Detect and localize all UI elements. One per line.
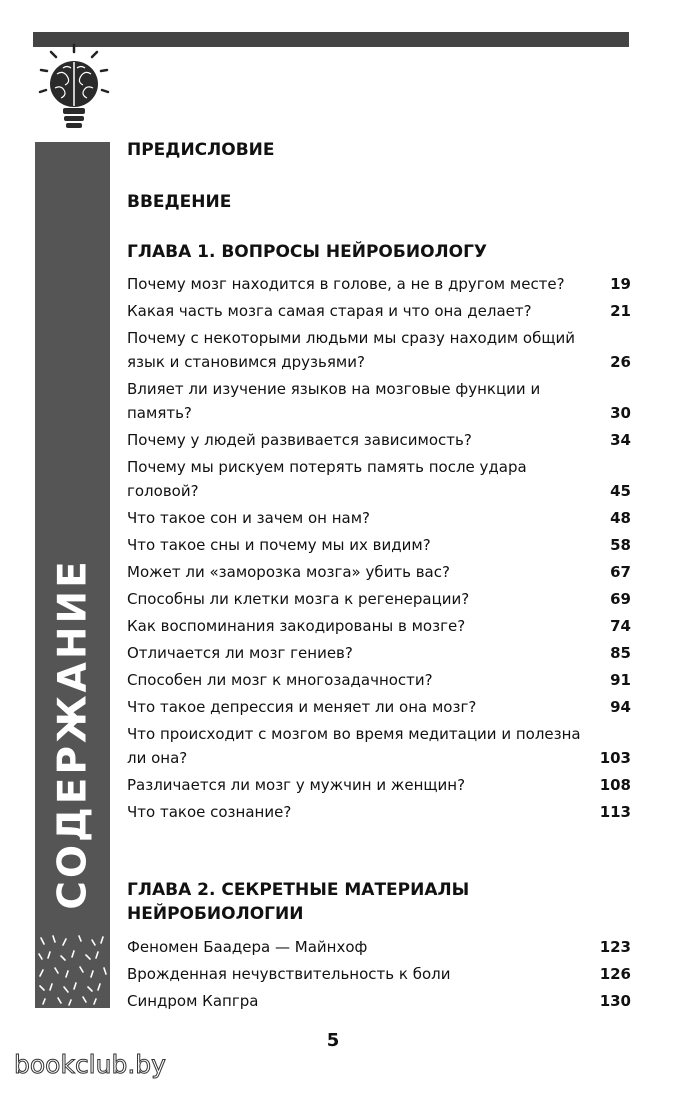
entry-page: 108 — [599, 776, 631, 794]
entry-title: Феномен Баадера — Майнхоф — [127, 938, 368, 956]
toc-entry[interactable] — [127, 506, 631, 530]
entry-page: 48 — [610, 509, 631, 527]
entry-title: Почему с некоторыми людьми мы сразу находим общий язык и становимся друзьями? — [127, 329, 575, 371]
entry-title: Различается ли мозг у мужчин и женщин? — [127, 776, 466, 794]
entry-title: Почему мозг находится в голове, а не в другом месте? — [127, 275, 565, 293]
entry-page: 113 — [599, 803, 631, 821]
entry-title: Влияет ли изучение языков на мозговые функции и память? — [127, 380, 541, 422]
entry-page: 123 — [599, 938, 631, 956]
entry-page: 91 — [610, 671, 631, 689]
entry-title: Что такое сон и зачем он нам? — [127, 509, 371, 527]
sidebar-band — [35, 142, 110, 932]
toc-entry[interactable] — [127, 935, 631, 959]
entry-page: 85 — [610, 644, 631, 662]
top-rule — [33, 32, 629, 47]
toc-entry[interactable] — [127, 560, 631, 584]
entry-page: 126 — [599, 965, 631, 983]
entry-page: 30 — [610, 404, 631, 422]
entry-page: 21 — [610, 302, 631, 320]
entry-page: 74 — [610, 617, 631, 635]
entry-page: 103 — [599, 749, 631, 767]
entry-page: 67 — [610, 563, 631, 581]
entry-page: 130 — [599, 992, 631, 1010]
entry-title: Синдром Капгра — [127, 992, 259, 1010]
toc-entry[interactable] — [127, 989, 631, 1013]
entry-title: Отличается ли мозг гениев? — [127, 644, 353, 662]
chapter1-entries — [127, 272, 631, 827]
entry-title: Врожденная нечувствительность к боли — [127, 965, 451, 983]
entry-title: Какая часть мозга самая старая и что она делает? — [127, 302, 532, 320]
toc-entry[interactable] — [127, 272, 631, 296]
entry-page: 69 — [610, 590, 631, 608]
toc-chapter1-heading[interactable]: ГЛАВА 1. ВОПРОСЫ НЕЙРОБИОЛОГУ — [127, 242, 488, 262]
decorative-pattern — [35, 932, 110, 1008]
toc-entry[interactable] — [127, 722, 631, 770]
toc-introduction[interactable]: ВВЕДЕНИЕ — [127, 192, 232, 212]
chapter2-entries — [127, 935, 631, 1016]
toc-entry[interactable] — [127, 695, 631, 719]
toc-entry[interactable] — [127, 533, 631, 557]
toc-preface[interactable]: ПРЕДИСЛОВИЕ — [127, 140, 275, 160]
entry-page: 45 — [610, 482, 631, 500]
site-watermark: bookclub.by — [14, 1050, 166, 1079]
toc-entry[interactable] — [127, 326, 631, 374]
entry-page: 94 — [610, 698, 631, 716]
toc-chapter2-heading[interactable]: ГЛАВА 2. СЕКРЕТНЫЕ МАТЕРИАЛЫ НЕЙРОБИОЛОГИИ — [127, 880, 470, 924]
toc-entry[interactable] — [127, 773, 631, 797]
toc-entry[interactable] — [127, 377, 631, 425]
entry-title: Как воспоминания закодированы в мозге? — [127, 617, 466, 635]
entry-page: 26 — [610, 353, 631, 371]
entry-title: Почему мы рискуем потерять память после удара головой? — [127, 458, 527, 500]
brain-lightbulb-icon — [35, 42, 113, 138]
toc-entry[interactable] — [127, 428, 631, 452]
entry-title: Может ли «заморозка мозга» убить вас? — [127, 563, 450, 581]
toc-entry[interactable] — [127, 455, 631, 503]
contents-vertical-title: СОДЕРЖАНИЕ — [50, 558, 95, 910]
toc-entry[interactable] — [127, 587, 631, 611]
toc-entry[interactable] — [127, 668, 631, 692]
toc-entry[interactable] — [127, 962, 631, 986]
entry-title: Что такое сознание? — [127, 803, 292, 821]
entry-title: Способен ли мозг к многозадачности? — [127, 671, 433, 689]
toc-entry[interactable] — [127, 800, 631, 824]
entry-title: Что такое депрессия и меняет ли она мозг? — [127, 698, 477, 716]
entry-title: Что происходит с мозгом во время медитации и полезна ли она? — [127, 725, 581, 767]
entry-title: Что такое сны и почему мы их видим? — [127, 536, 431, 554]
entry-page: 58 — [610, 536, 631, 554]
entry-page: 34 — [610, 431, 631, 449]
toc-entry[interactable] — [127, 299, 631, 323]
page-number: 5 — [326, 1030, 340, 1051]
entry-page: 19 — [610, 275, 631, 293]
toc-entry[interactable] — [127, 614, 631, 638]
entry-title: Способны ли клетки мозга к регенерации? — [127, 590, 470, 608]
entry-title: Почему у людей развивается зависимость? — [127, 431, 472, 449]
toc-entry[interactable] — [127, 641, 631, 665]
